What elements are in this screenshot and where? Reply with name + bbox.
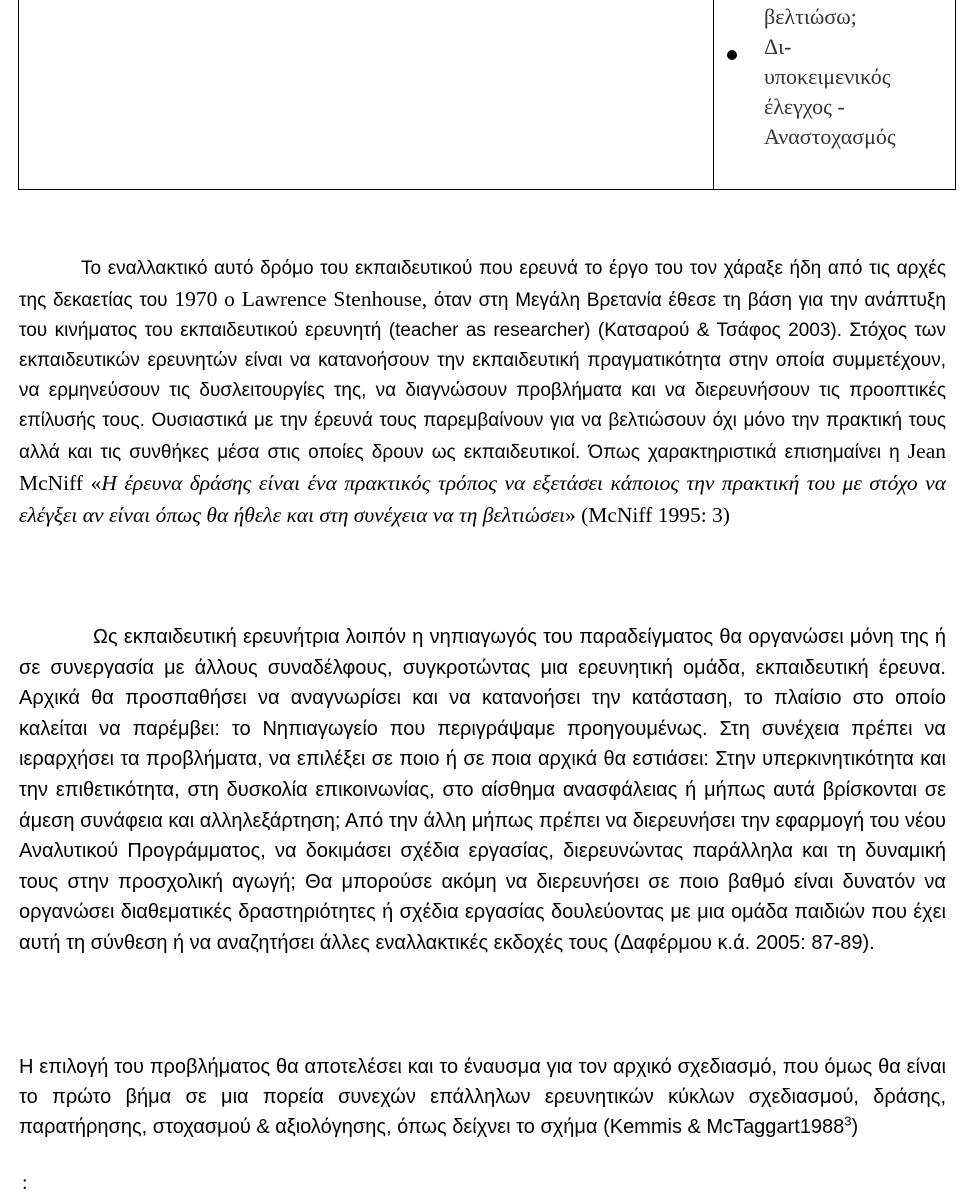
- cell-line: υποκειμενικός: [764, 64, 891, 89]
- cell-line: Αναστοχασμός: [764, 124, 896, 149]
- paragraph-2: [19, 622, 946, 959]
- paragraph-text: Ως εκπαιδευτική ερευνήτρια λοιπόν η νηπιαγωγός του παραδείγματος θα οργανώσει μόνη της ή σε συνεργασία με άλλους συναδέλφους, συγκροτώντας μια ερευνητική ομάδα, εκπαιδευτική έρευνα. Αρχικά θα προσπαθήσει να αναγνωρίσει και να κατανοήσει την κατάσταση, το πλαίσιο στο οποίο καλείται να παρέμβει: το Νηπιαγωγείο που περιγράψαμε προηγουμένως. Στη συνέχεια πρέπει να ιεραρχήσει τα προβλήματα, να επιλέξει σε ποιο ή σε ποια αρχικά θα εστιάσει: Στην υπερκινητικότητα και την επιθετικότητα, στη δυσκολία επικοινωνίας, στο αίσθημα ανασφάλειας ή μήπως αυτά βρίσκονται σε άμεση συνάφεια και αλληλεξάρτηση; Από την άλλη μήπως πρέπει να διερευνήσει την εφαρμογή του νέου Αναλυτικού Προγράμματος, να δοκιμάσει σχέδια εργασίας, διερευνώντας παράλληλα και τη δυναμική τους στην προσχολική αγωγή; Θα μπορούσε ακόμη να διερευνήσει σε ποιο βαθμό είναι δυνατόν να οργανώσει διαθεματικές δραστηριότητες ή σχέδια εργασίας δουλεύοντας με μια ομάδα παιδιών που έχει αυτή τη σύνθεση ή να αναζητήσει άλλες εναλλακτικές εκδοχές τους (Δαφέρμου κ.ά. 2005: 87-89).: [19, 626, 946, 954]
- paragraph-text: Η επιλογή του προβλήματος θα αποτελέσει και το έναυσμα για τον αρχικό σχεδιασμό, που όμως θα είναι το πρώτο βήμα σε μια πορεία συνεχών επάλληλων ερευνητικών κύκλων σχεδιασμού, δράσης, παρατήρησης, στοχασμού & αξιολόγησης, όπως δείχνει το σχήμα: [19, 1056, 946, 1138]
- table-column-divider: [713, 0, 714, 189]
- paragraph-1: [19, 254, 946, 532]
- paragraph-text: 1970 ο Lawrence Stenhouse,: [174, 287, 428, 311]
- citation: Jean McNiff «: [19, 439, 946, 495]
- paragraph-text: όταν στη Μεγάλη Βρετανία έθεσε τη βάση για την ανάπτυξη του κινήματος του εκπαιδευτικού ερευνητή (teacher as researcher) (Κατσαρού & Τσάφος 2003). Στόχος των εκπαιδευτικών ερευνητών είναι να κατανοήσουν την εκπαιδευτική πραγματικότητα στην οποία συμμετέχουν, να ερμηνεύσουν τις δυσλειτουργίες της, να διαγνώσουν προβλήματα και να διερευνήσουν τις προοπτικές επίλυσής τους. Ουσιαστικά με την έρευνά τους παρεμβαίνουν για να βελτιώσουν όχι μόνο την πρακτική τους αλλά και τις συνθήκες μέσα στις οποίες δρουν ως εκπαιδευτικοί. Όπως χαρακτηριστικά επισημαίνει η: [19, 290, 947, 463]
- paragraph-3: [19, 1052, 946, 1142]
- figure-reference-end: ): [851, 1116, 859, 1138]
- figure-reference: (Kemmis & McTaggart1988: [603, 1116, 845, 1138]
- trailing-colon: :: [22, 1172, 28, 1194]
- cell-line: βελτιώσω;: [764, 4, 857, 29]
- quote: Η έρευνα δράσης είναι ένα πρακτικός τρόπος να εξετάσει κάποιος την πρακτική του με στόχο να ελέγξει αν είναι όπως θα ήθελε και στη συνέχεια να τη βελτιώσει: [19, 471, 946, 527]
- table-cell-text: [764, 2, 954, 152]
- footnote-marker[interactable]: 3: [844, 1113, 852, 1129]
- citation: » (McNiff 1995: 3): [564, 503, 730, 527]
- paragraph-text: Το εναλλακτικό αυτό δρόμο του εκπαιδευτικού που ερευνά το έργο του τον χάραξε ήδη από τις αρχές της δεκαετίας του: [19, 258, 946, 311]
- cell-line: έλεγχος -: [764, 94, 845, 119]
- bullet-icon: [727, 50, 737, 60]
- cell-line: Δι-: [764, 34, 792, 59]
